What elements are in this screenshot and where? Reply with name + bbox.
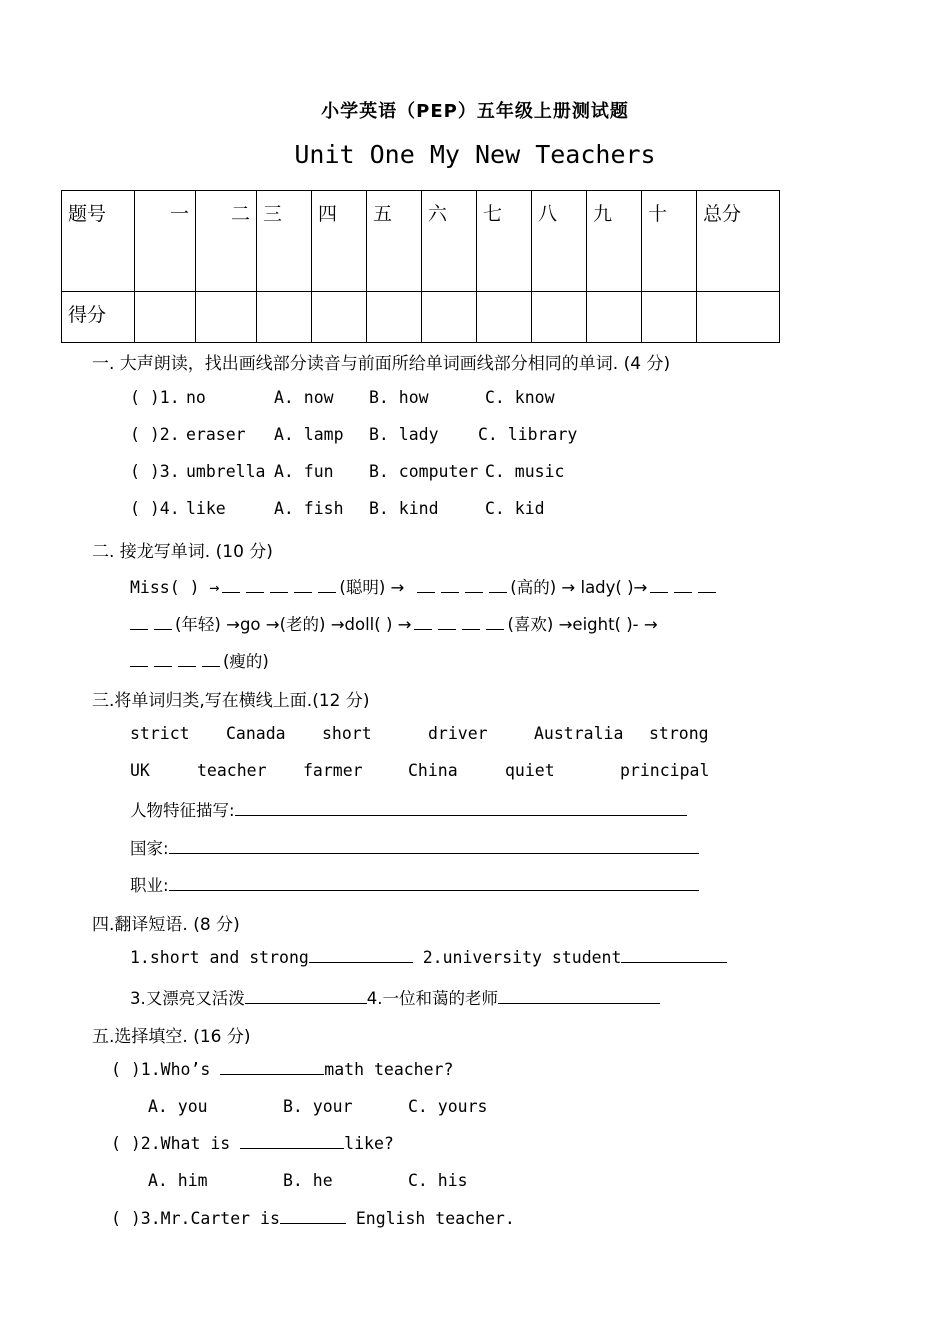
score-entry[interactable] (587, 292, 642, 343)
item-number: ( )3. (130, 462, 180, 481)
answer-line[interactable] (169, 876, 699, 891)
item-word: no (186, 388, 206, 407)
answer-line[interactable] (309, 948, 413, 963)
option-b: B. lady (369, 425, 439, 444)
score-entry[interactable] (367, 292, 422, 343)
answer-line[interactable] (220, 1060, 324, 1075)
phrase: 2.university student (422, 948, 622, 967)
score-table (61, 190, 780, 343)
score-cell: 总分 (697, 191, 780, 292)
category-label: 人物特征描写: (130, 801, 235, 820)
word-bank-item: Canada (226, 724, 286, 743)
score-cell: 四 (312, 191, 367, 292)
question-text: ( )1.Who’s (111, 1060, 221, 1079)
score-entry[interactable] (312, 292, 367, 343)
question-text: ( )3.Mr.Carter is (111, 1209, 280, 1228)
answer-line[interactable] (240, 1134, 344, 1149)
phrase: 3.又漂亮又活泼 (130, 989, 245, 1008)
letter-blank[interactable] (486, 615, 504, 630)
item-number: ( )2. (130, 425, 180, 444)
score-entry[interactable] (196, 292, 257, 343)
category-label: 职业: (130, 876, 169, 895)
option-a: A. now (274, 388, 334, 407)
score-table-header-row (62, 191, 780, 292)
option-c: C. know (485, 388, 555, 407)
option-b: B. kind (369, 499, 439, 518)
phrase: 4.一位和蔼的老师 (366, 989, 498, 1008)
translation-row (130, 948, 727, 967)
mc-option: B. your (283, 1097, 353, 1116)
option-b: B. computer (369, 462, 479, 481)
word-bank-item: short (322, 724, 372, 743)
section5-heading: 五.选择填空. (16 分) (92, 1027, 251, 1047)
option-b: B. how (369, 388, 429, 407)
question-text: like? (344, 1134, 394, 1153)
answer-line[interactable] (498, 989, 660, 1004)
word-bank-item: strong (649, 724, 709, 743)
score-cell: 七 (477, 191, 532, 292)
chain-line-3 (130, 648, 269, 672)
chain-text: (聪明) → (339, 578, 405, 597)
chain-text: (高的) → lady( )→ (510, 578, 648, 597)
answer-line[interactable] (280, 1209, 346, 1224)
word-bank-item: principal (620, 761, 710, 780)
letter-blank[interactable] (222, 578, 240, 593)
word-bank-item: strict (130, 724, 190, 743)
letter-blank[interactable] (698, 578, 716, 593)
question-text: English teacher. (345, 1209, 515, 1228)
section3-heading: 三.将单词归类,写在横线上面.(12 分) (92, 691, 370, 711)
score-cell: 六 (422, 191, 477, 292)
option-c: C. library (478, 425, 578, 444)
score-cell: 九 (587, 191, 642, 292)
letter-blank[interactable] (294, 578, 312, 593)
letter-blank[interactable] (202, 652, 220, 667)
answer-line[interactable] (235, 801, 687, 816)
chain-line-2 (130, 611, 658, 635)
word-bank-item: teacher (197, 761, 267, 780)
score-entry[interactable] (422, 292, 477, 343)
phrase: 1.short and strong (130, 948, 309, 967)
mc-option: A. you (148, 1097, 208, 1116)
score-cell: 题号 (62, 191, 135, 292)
score-entry[interactable] (257, 292, 312, 343)
letter-blank[interactable] (318, 578, 336, 593)
chain-text: (年轻) →go →(老的) →doll( ) → (175, 615, 412, 634)
item-word: like (186, 499, 226, 518)
mc-option: C. yours (408, 1097, 488, 1116)
letter-blank[interactable] (674, 578, 692, 593)
answer-line[interactable] (621, 948, 727, 963)
chain-line-1 (130, 574, 719, 598)
letter-blank[interactable] (154, 652, 172, 667)
chain-text: (瘦的) (223, 652, 269, 671)
score-cell: 五 (367, 191, 422, 292)
translation-row (130, 985, 660, 1009)
option-a: A. fun (274, 462, 334, 481)
letter-blank[interactable] (650, 578, 668, 593)
word-bank-item: China (408, 761, 458, 780)
letter-blank[interactable] (438, 615, 456, 630)
score-cell: 二 (196, 191, 257, 292)
score-entry[interactable] (642, 292, 697, 343)
category-label: 国家: (130, 839, 169, 858)
item-number: ( )4. (130, 499, 180, 518)
mc-question (111, 1060, 453, 1079)
score-cell: 八 (532, 191, 587, 292)
option-a: A. lamp (274, 425, 344, 444)
score-table-score-row (62, 292, 780, 343)
score-entry[interactable] (477, 292, 532, 343)
score-cell: 一 (135, 191, 196, 292)
letter-blank[interactable] (154, 615, 172, 630)
option-c: C. kid (485, 499, 545, 518)
item-word: umbrella (186, 462, 266, 481)
answer-line[interactable] (245, 989, 367, 1004)
word-bank-item: quiet (505, 761, 555, 780)
score-entry[interactable] (697, 292, 780, 343)
letter-blank[interactable] (130, 615, 148, 630)
letter-blank[interactable] (465, 578, 483, 593)
answer-line[interactable] (169, 839, 699, 854)
option-c: C. music (485, 462, 565, 481)
category-row (130, 797, 687, 821)
letter-blank[interactable] (130, 652, 148, 667)
score-cell: 十 (642, 191, 697, 292)
letter-blank[interactable] (417, 578, 435, 593)
section2-heading: 二. 接龙写单词. (10 分) (92, 542, 273, 562)
chain-text: Miss( ) → (130, 578, 220, 597)
word-bank-item: driver (428, 724, 488, 743)
category-row (130, 835, 699, 859)
option-a: A. fish (274, 499, 344, 518)
mc-question (111, 1134, 394, 1153)
mc-option: A. him (148, 1171, 208, 1190)
item-number: ( )1. (130, 388, 180, 407)
letter-blank[interactable] (441, 578, 459, 593)
page-subtitle: Unit One My New Teachers (294, 140, 656, 169)
letter-blank[interactable] (178, 652, 196, 667)
section1-heading: 一. 大声朗读，找出画线部分读音与前面所给单词画线部分相同的单词. (4 分) (92, 354, 671, 374)
mc-option: B. he (283, 1171, 333, 1190)
score-entry[interactable] (532, 292, 587, 343)
letter-blank[interactable] (246, 578, 264, 593)
section4-heading: 四.翻译短语. (8 分) (92, 915, 240, 935)
word-bank-item: Australia (534, 724, 624, 743)
word-bank-item: UK (130, 761, 150, 780)
word-bank-item: farmer (303, 761, 363, 780)
letter-blank[interactable] (489, 578, 507, 593)
question-text: math teacher? (324, 1060, 454, 1079)
page-title: 小学英语（PEP）五年级上册测试题 (321, 101, 629, 122)
mc-option: C. his (408, 1171, 468, 1190)
item-word: eraser (186, 425, 246, 444)
letter-blank[interactable] (270, 578, 288, 593)
mc-question (111, 1209, 515, 1228)
letter-blank[interactable] (462, 615, 480, 630)
score-entry[interactable] (135, 292, 196, 343)
chain-text: (喜欢) →eight( )- → (507, 615, 658, 634)
score-cell: 三 (257, 191, 312, 292)
score-label: 得分 (62, 292, 135, 343)
letter-blank[interactable] (414, 615, 432, 630)
category-row (130, 872, 699, 896)
question-text: ( )2.What is (111, 1134, 241, 1153)
